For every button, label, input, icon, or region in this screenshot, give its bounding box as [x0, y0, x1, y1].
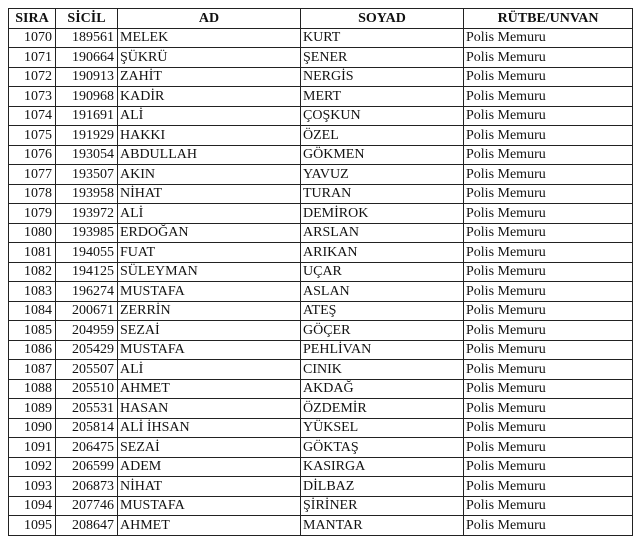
cell-soyad: YAVUZ — [301, 165, 464, 185]
table-row — [9, 340, 633, 360]
cell-rutbe-unvan: Polis Memuru — [464, 165, 633, 185]
cell-sira: 1074 — [9, 106, 56, 126]
table-row — [9, 165, 633, 185]
cell-rutbe-unvan: Polis Memuru — [464, 340, 633, 360]
header-sicil: SİCİL — [56, 9, 118, 29]
cell-sicil: 205510 — [56, 379, 118, 399]
cell-sicil: 190968 — [56, 87, 118, 107]
table-row — [9, 28, 633, 48]
cell-rutbe-unvan: Polis Memuru — [464, 243, 633, 263]
cell-soyad: DİLBAZ — [301, 477, 464, 497]
cell-ad: ADEM — [118, 457, 301, 477]
cell-sicil: 193972 — [56, 204, 118, 224]
cell-ad: ALİ — [118, 360, 301, 380]
cell-ad: ZAHİT — [118, 67, 301, 87]
cell-rutbe-unvan: Polis Memuru — [464, 67, 633, 87]
cell-sira: 1082 — [9, 262, 56, 282]
table-row — [9, 496, 633, 516]
cell-soyad: ÖZEL — [301, 126, 464, 146]
cell-ad: MUSTAFA — [118, 496, 301, 516]
cell-sicil: 205507 — [56, 360, 118, 380]
cell-rutbe-unvan: Polis Memuru — [464, 438, 633, 458]
cell-ad: ABDULLAH — [118, 145, 301, 165]
cell-sira: 1088 — [9, 379, 56, 399]
cell-rutbe-unvan: Polis Memuru — [464, 28, 633, 48]
cell-sira: 1072 — [9, 67, 56, 87]
cell-rutbe-unvan: Polis Memuru — [464, 360, 633, 380]
table-row — [9, 477, 633, 497]
cell-ad: HAKKI — [118, 126, 301, 146]
cell-ad: AHMET — [118, 379, 301, 399]
cell-ad: FUAT — [118, 243, 301, 263]
cell-sicil: 194125 — [56, 262, 118, 282]
cell-sicil: 193985 — [56, 223, 118, 243]
cell-sicil: 200671 — [56, 301, 118, 321]
table-row — [9, 67, 633, 87]
cell-sira: 1078 — [9, 184, 56, 204]
cell-sira: 1090 — [9, 418, 56, 438]
cell-soyad: GÖKTAŞ — [301, 438, 464, 458]
cell-sicil: 205814 — [56, 418, 118, 438]
cell-rutbe-unvan: Polis Memuru — [464, 184, 633, 204]
cell-sira: 1081 — [9, 243, 56, 263]
cell-soyad: TURAN — [301, 184, 464, 204]
cell-ad: NİHAT — [118, 477, 301, 497]
cell-soyad: ŞİRİNER — [301, 496, 464, 516]
cell-rutbe-unvan: Polis Memuru — [464, 145, 633, 165]
cell-sicil: 205429 — [56, 340, 118, 360]
cell-ad: ZERRİN — [118, 301, 301, 321]
cell-sicil: 194055 — [56, 243, 118, 263]
table-body — [9, 28, 633, 535]
cell-ad: HASAN — [118, 399, 301, 419]
cell-ad: AKIN — [118, 165, 301, 185]
table-row — [9, 87, 633, 107]
cell-sira: 1070 — [9, 28, 56, 48]
cell-sira: 1089 — [9, 399, 56, 419]
cell-sicil: 193507 — [56, 165, 118, 185]
cell-soyad: KASIRGA — [301, 457, 464, 477]
cell-rutbe-unvan: Polis Memuru — [464, 418, 633, 438]
personnel-table — [8, 8, 633, 536]
cell-soyad: ATEŞ — [301, 301, 464, 321]
cell-rutbe-unvan: Polis Memuru — [464, 516, 633, 536]
cell-soyad: AKDAĞ — [301, 379, 464, 399]
cell-sicil: 207746 — [56, 496, 118, 516]
cell-sira: 1076 — [9, 145, 56, 165]
cell-sicil: 196274 — [56, 282, 118, 302]
cell-sicil: 193054 — [56, 145, 118, 165]
cell-ad: ŞÜKRÜ — [118, 48, 301, 68]
cell-soyad: CINIK — [301, 360, 464, 380]
cell-soyad: ÖZDEMİR — [301, 399, 464, 419]
cell-soyad: GÖÇER — [301, 321, 464, 341]
table-row — [9, 262, 633, 282]
cell-soyad: MERT — [301, 87, 464, 107]
table-row — [9, 126, 633, 146]
cell-rutbe-unvan: Polis Memuru — [464, 457, 633, 477]
cell-soyad: UÇAR — [301, 262, 464, 282]
cell-soyad: ŞENER — [301, 48, 464, 68]
header-sira: SIRA — [9, 9, 56, 29]
cell-ad: SEZAİ — [118, 438, 301, 458]
cell-sira: 1077 — [9, 165, 56, 185]
table-header-row — [9, 9, 633, 29]
cell-sicil: 208647 — [56, 516, 118, 536]
cell-ad: MUSTAFA — [118, 340, 301, 360]
cell-sicil: 204959 — [56, 321, 118, 341]
cell-soyad: PEHLİVAN — [301, 340, 464, 360]
cell-rutbe-unvan: Polis Memuru — [464, 399, 633, 419]
cell-soyad: DEMİROK — [301, 204, 464, 224]
cell-ad: AHMET — [118, 516, 301, 536]
table-row — [9, 223, 633, 243]
header-soyad: SOYAD — [301, 9, 464, 29]
cell-soyad: YÜKSEL — [301, 418, 464, 438]
table-row — [9, 399, 633, 419]
table-row — [9, 282, 633, 302]
cell-rutbe-unvan: Polis Memuru — [464, 126, 633, 146]
cell-ad: ALİ — [118, 204, 301, 224]
table-row — [9, 145, 633, 165]
table-row — [9, 243, 633, 263]
cell-ad: ALİ — [118, 106, 301, 126]
table-row — [9, 438, 633, 458]
cell-soyad: NERGİS — [301, 67, 464, 87]
table-row — [9, 360, 633, 380]
cell-sicil: 190913 — [56, 67, 118, 87]
cell-sicil: 189561 — [56, 28, 118, 48]
table-row — [9, 321, 633, 341]
cell-sira: 1095 — [9, 516, 56, 536]
cell-soyad: MANTAR — [301, 516, 464, 536]
cell-soyad: ASLAN — [301, 282, 464, 302]
cell-sira: 1083 — [9, 282, 56, 302]
cell-rutbe-unvan: Polis Memuru — [464, 379, 633, 399]
cell-rutbe-unvan: Polis Memuru — [464, 204, 633, 224]
cell-sira: 1094 — [9, 496, 56, 516]
cell-rutbe-unvan: Polis Memuru — [464, 48, 633, 68]
table-row — [9, 418, 633, 438]
cell-rutbe-unvan: Polis Memuru — [464, 477, 633, 497]
cell-rutbe-unvan: Polis Memuru — [464, 87, 633, 107]
cell-sicil: 206599 — [56, 457, 118, 477]
cell-ad: SEZAİ — [118, 321, 301, 341]
cell-sira: 1092 — [9, 457, 56, 477]
cell-rutbe-unvan: Polis Memuru — [464, 223, 633, 243]
cell-soyad: ARSLAN — [301, 223, 464, 243]
cell-sira: 1079 — [9, 204, 56, 224]
cell-sira: 1073 — [9, 87, 56, 107]
table-row — [9, 379, 633, 399]
cell-soyad: ÇOŞKUN — [301, 106, 464, 126]
table-row — [9, 516, 633, 536]
cell-sira: 1071 — [9, 48, 56, 68]
cell-sira: 1085 — [9, 321, 56, 341]
cell-ad: MELEK — [118, 28, 301, 48]
cell-rutbe-unvan: Polis Memuru — [464, 301, 633, 321]
cell-sicil: 193958 — [56, 184, 118, 204]
cell-sira: 1091 — [9, 438, 56, 458]
cell-sicil: 190664 — [56, 48, 118, 68]
cell-sira: 1093 — [9, 477, 56, 497]
cell-sicil: 191691 — [56, 106, 118, 126]
cell-sicil: 191929 — [56, 126, 118, 146]
cell-ad: ALİ İHSAN — [118, 418, 301, 438]
table-row — [9, 301, 633, 321]
table-row — [9, 48, 633, 68]
cell-soyad: GÖKMEN — [301, 145, 464, 165]
cell-sira: 1080 — [9, 223, 56, 243]
table-row — [9, 204, 633, 224]
header-rutbe-unvan: RÜTBE/UNVAN — [464, 9, 633, 29]
cell-ad: KADİR — [118, 87, 301, 107]
cell-sicil: 205531 — [56, 399, 118, 419]
cell-sicil: 206873 — [56, 477, 118, 497]
cell-sira: 1086 — [9, 340, 56, 360]
cell-sira: 1087 — [9, 360, 56, 380]
cell-sicil: 206475 — [56, 438, 118, 458]
table-row — [9, 457, 633, 477]
cell-ad: ERDOĞAN — [118, 223, 301, 243]
cell-ad: NİHAT — [118, 184, 301, 204]
table-row — [9, 184, 633, 204]
cell-sira: 1075 — [9, 126, 56, 146]
cell-ad: SÜLEYMAN — [118, 262, 301, 282]
cell-rutbe-unvan: Polis Memuru — [464, 496, 633, 516]
cell-soyad: KURT — [301, 28, 464, 48]
table-row — [9, 106, 633, 126]
cell-ad: MUSTAFA — [118, 282, 301, 302]
cell-rutbe-unvan: Polis Memuru — [464, 321, 633, 341]
cell-rutbe-unvan: Polis Memuru — [464, 282, 633, 302]
header-ad: AD — [118, 9, 301, 29]
cell-sira: 1084 — [9, 301, 56, 321]
cell-rutbe-unvan: Polis Memuru — [464, 106, 633, 126]
cell-soyad: ARIKAN — [301, 243, 464, 263]
cell-rutbe-unvan: Polis Memuru — [464, 262, 633, 282]
